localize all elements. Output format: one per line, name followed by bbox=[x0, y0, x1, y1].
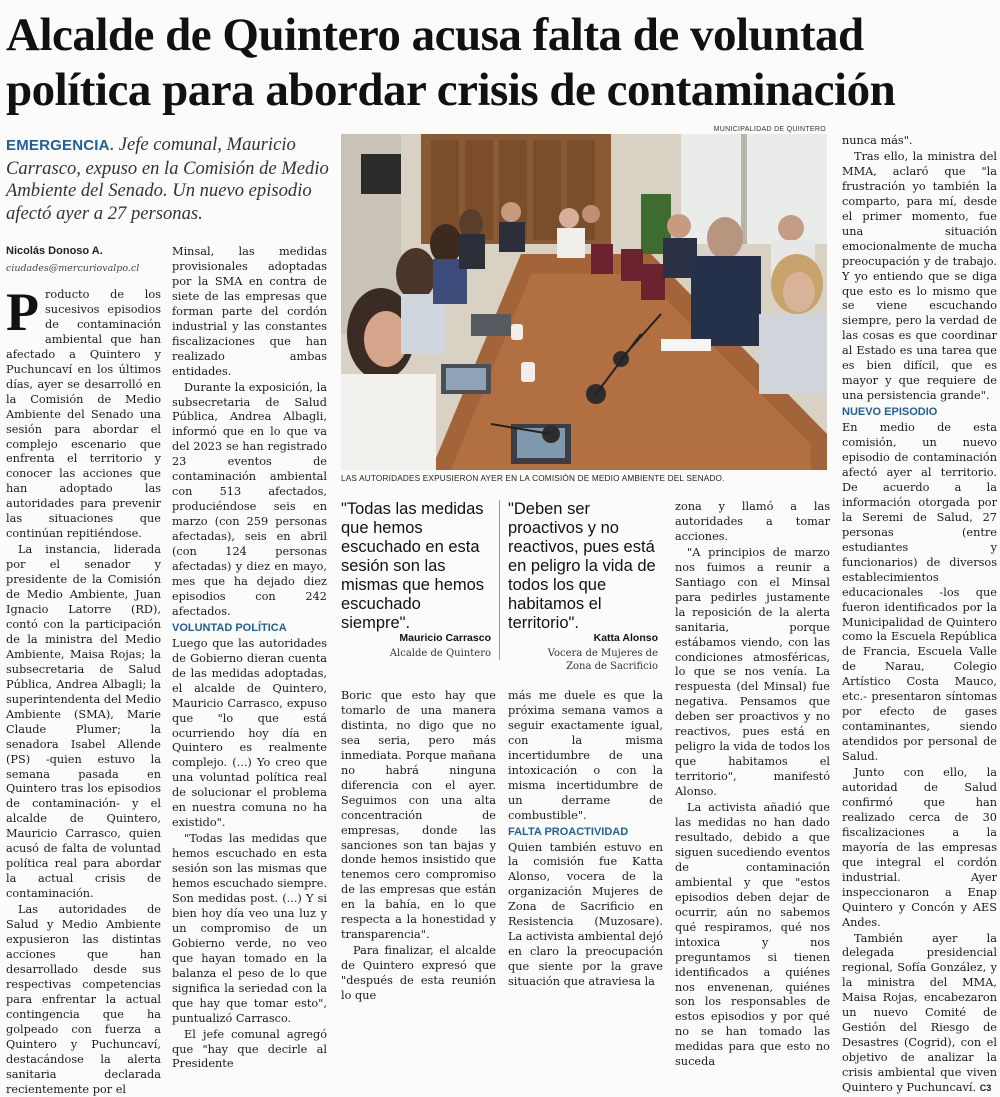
article-column-5 bbox=[675, 500, 830, 1069]
paragraph: zona y llamó a las autoridades a tomar acciones. bbox=[675, 500, 830, 543]
paragraph: La activista añadió que las medidas no han dado resultado, debido a que siguen sucediendo eventos de contaminación ambiental y que "estos episodios deben dejar de ocurrir, aún no sabemos qué respiramos, qué nos intoxica y nos preguntamos si tienen identificados a quiénes nos envenenan, quiénes son los responsables de estos episodios y por qué no se han tomado las medidas para que esto no suceda bbox=[675, 801, 830, 1069]
paragraph: Para finalizar, el alcalde de Quintero expresó que "después de esta reunión lo que bbox=[341, 944, 496, 1003]
headline bbox=[6, 8, 996, 118]
end-mark: C3 bbox=[979, 1083, 992, 1094]
paragraph: Luego que las autoridades de Gobierno dieran cuenta de las medidas adoptadas, el alcalde de Quintero, Mauricio Carrasco, expuso que "lo que está ocurriendo hoy día en Quintero es realmente complejo. (...) Yo creo que una voluntad política real de solucionar el problema en nuestra comuna no ha existido". bbox=[172, 636, 327, 830]
subheading-falta-proactividad: FALTA PROACTIVIDAD bbox=[508, 825, 629, 838]
paragraph: "Todas las medidas que hemos escuchado en esta sesión son las mismas que hemos escuchado siempre. Son medidas post. (...) Y si bien hoy día veo una luz y un compromiso de un Gobierno verde, no veo que hayan tomado en la balanza el peso de lo que significa la seriedad con la que hay que tomar esto", puntualizó Carrasco. bbox=[172, 832, 327, 1025]
meeting-photo bbox=[341, 134, 827, 470]
byline-email: ciudades@mercuriovalpo.cl bbox=[6, 263, 140, 274]
paragraph: El jefe comunal agregó que "hay que decirle al Presidente bbox=[172, 1027, 327, 1071]
paragraph: Junto con ello, la autoridad de Salud confirmó que han realizado cerca de 30 fiscalizaciones a la mayoría de las empresas que integral el cordón industrial. Ayer inspeccionaron a Enap Quintero y Concón y AES Andes. bbox=[842, 766, 997, 929]
article-column-3 bbox=[341, 689, 496, 1003]
paragraph: Quien también estuvo en la comisión fue Katta Alonso, vocera de la organización Mujeres de Zona de Sacrificio en Resistencia (Muzosare). La activista ambiental dejó en claro la preocupación que siente por la grave situación que atraviesa la bbox=[508, 840, 663, 989]
subheading-nuevo-episodio: NUEVO EPISODIO bbox=[842, 406, 938, 419]
photo-caption: LAS AUTORIDADES EXPUSIERON AYER EN LA COMISIÓN DE MEDIO AMBIENTE DEL SENADO. bbox=[341, 474, 725, 483]
column-divider bbox=[499, 500, 500, 660]
quote-role-carrasco: Alcalde de Quintero bbox=[389, 648, 491, 659]
quote-role-alonso bbox=[508, 647, 658, 673]
article-column-1 bbox=[6, 282, 161, 1096]
paragraph: Las autoridades de Salud y Medio Ambiente expusieron las distintas acciones que han desarrollado desde sus respectivas competencias para enfrentar la actual contingencia que ha golpeado con fuerza a Quintero y Puchuncaví, destacándose la alerta sanitaria declarada recientemente por el bbox=[6, 903, 161, 1096]
paragraph bbox=[6, 282, 161, 542]
photo-credit: MUNICIPALIDAD DE QUINTERO bbox=[713, 126, 826, 133]
quote-author-carrasco: Mauricio Carrasco bbox=[399, 632, 491, 644]
byline-author: Nicolás Donoso A. bbox=[6, 245, 103, 257]
paragraph-text: roducto de los sucesivos episodios de contaminación ambiental que han afectado a Quintero y Puchuncaví en los últimos días, ayer se desarrolló en la Comisión de Medio Ambiente del Senado una sesión para abordar el complejo escenario que enfrenta el territorio y conocer las acciones que han adoptado las autoridades para prevenir las situaciones que continúan repitiéndose. bbox=[6, 288, 161, 541]
pull-quote-alonso: "Deben ser proactivos y no reactivos, pues está en peligro la vida de todos los que habitamos el territorio". bbox=[508, 500, 656, 632]
meeting-photo-illustration bbox=[341, 134, 827, 470]
quote-role-line-2: Zona de Sacrificio bbox=[566, 661, 658, 672]
subheading-voluntad-politica: VOLUNTAD POLÍTICA bbox=[172, 621, 287, 634]
paragraph: La instancia, liderada por el senador y presidente de la Comisión de Medio Ambiente, Juan Ignacio Latorre (RD), contó con la participación de la ministra del Medio Ambiente, Maisa Rojas; la subsecretaria de Salud Pública, Andrea Albagli; la superintendenta del Medio Ambiente (SMA), Marie Claude Plumer; la senadora Isabel Allende (PS) -quien estuvo la semana pasada en Quintero tras los episodios de contaminación- y el alcalde de Quintero, Mauricio Carrasco, quien acusó de falta de voluntad política real para abordar la actual crisis de contaminación. bbox=[6, 543, 161, 901]
paragraph: En medio de esta comisión, un nuevo episodio de contaminación afectó ayer al territorio. De acuerdo a la información otorgada por la Seremi de Salud, 27 personas (entre estudiantes y funcionarios) de diversos establecimientos educacionales -los que fueron identificados por la Municipalidad de Quintero como la Escuela República de Francia, Escuela Valle de Narau, Colegio Artístico Costa Mauco, etc.- presentaron síntomas por efecto de gases contaminantes, siendo atendidos por personal de Salud. bbox=[842, 421, 997, 764]
quote-author-alonso: Katta Alonso bbox=[593, 632, 658, 644]
headline-line-2: política para abordar crisis de contaminación bbox=[6, 64, 896, 116]
pull-quote-carrasco: "Todas las medidas que hemos escuchado en esta sesión son las mismas que hemos escuchado siempre". bbox=[341, 500, 485, 632]
quote-role-line-1: Vocera de Mujeres de bbox=[547, 648, 658, 659]
article-column-2 bbox=[172, 245, 327, 1071]
paragraph: Tras ello, la ministra del MMA, aclaró que "la frustración yo también la comparto, para mí, desde el primer momento, fue una situación emocionalmente de mucha preocupación y de trabajo. Y yo entiendo que se diga que esto es lo mismo que se viene escuchando siempre, pero la verdad de las cosas es que coordinar al Estado es una tarea que es bien difícil, que es mayor y que requiere de una persistencia grande". bbox=[842, 149, 997, 403]
lead-text: Jefe comunal, Mauricio Carrasco, expuso en la Comisión de Medio Ambiente del Senado. Un nuevo episodio afectó ayer a 27 personas. bbox=[6, 134, 329, 224]
paragraph: Boric que esto hay que tomarlo de una manera distinta, no digo que no sea seria, pero más inmediata. Porque mañana no habrá ninguna diferencia con el ayer. Seguimos con una alta concentración de empresas, donde las sanciones son tan bajas y donde hemos insistido que tenemos cero compromiso de las empresas que están en la bahía, en lo que respecta a la honestidad y transparencia". bbox=[341, 689, 496, 942]
paragraph bbox=[842, 932, 997, 1096]
paragraph: más me duele es que la próxima semana vamos a seguir exactamente igual, con la misma incertidumbre de una intoxicación o con la misma incertidumbre de un derrame de combustible". bbox=[508, 689, 663, 822]
article-column-6 bbox=[842, 134, 997, 1095]
headline-line-1: Alcalde de Quintero acusa falta de voluntad bbox=[6, 9, 864, 61]
article-column-4 bbox=[508, 689, 663, 989]
lead-paragraph bbox=[6, 134, 332, 225]
paragraph: Minsal, las medidas provisionales adoptadas por la SMA en contra de siete de las empresas que forman parte del cordón industrial y las constantes fiscalizaciones que han realizado ambas entidades. bbox=[172, 245, 327, 378]
dropcap: P bbox=[6, 282, 39, 342]
paragraph: nunca más". bbox=[842, 134, 913, 147]
paragraph-text: También ayer la delegada presidencial regional, Sofía González, y la ministra del MMA, Maisa Rojas, encabezaron un nuevo Comité de Gestión del Riesgo de Desastres (Cogrid), con el objetivo de analizar la crisis ambiental que viven Quintero y Puchuncaví. bbox=[842, 931, 997, 1095]
lead-kicker: EMERGENCIA. bbox=[6, 137, 115, 154]
paragraph: "A principios de marzo nos fuimos a reunir a Santiago con el Minsal para pedirles justamente la reposición de la alerta sanitaria, porque estábamos viendo, con las condiciones atmosféricas, lo que se nos venía. La respuesta (del Minsal) fue negativa. Pensamos que deben ser proactivos y no reactivos, pues está en peligro la vida de todos los que habitamos el territorio", manifestó Alonso. bbox=[675, 545, 830, 799]
paragraph: Durante la exposición, la subsecretaria de Salud Pública, Andrea Albagli, informó que en lo que va del 2023 se han registrado 23 eventos de contaminación ambiental con 513 afectados, produciéndose seis en marzo (con 259 personas afectadas), seis en abril (con 124 personas afectadas) y diez en mayo, mes que ha dejado diez episodios con 242 afectados. bbox=[172, 380, 327, 618]
